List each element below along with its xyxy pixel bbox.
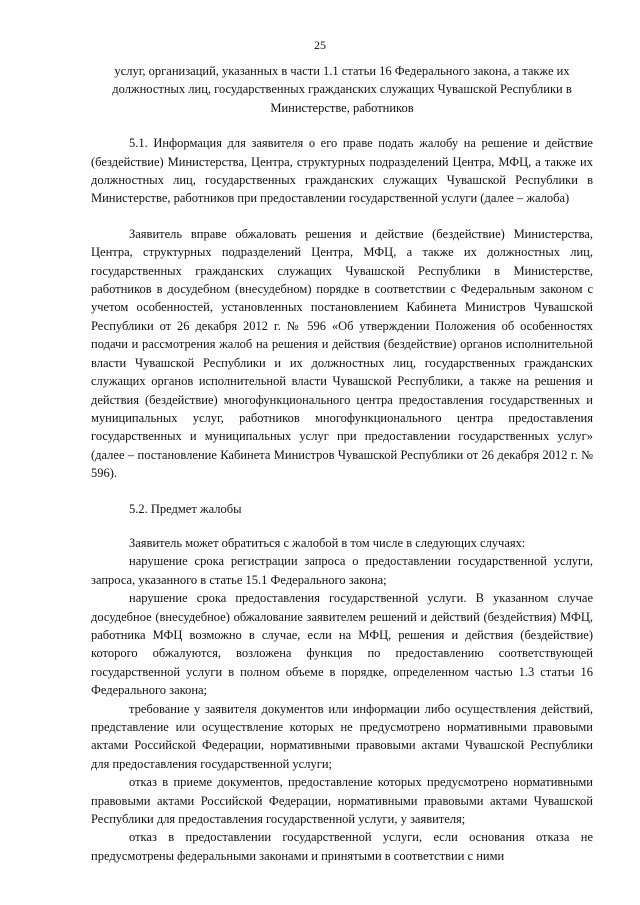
section-5-1-body: Заявитель вправе обжаловать решения и действие (бездействие) Министерства, Центра, структурных подразделений Центра, МФЦ, а также их должностных лиц, государственных гражданских служащих Чувашской Республики в Министерстве, работников в досудебном (внесудебном) порядке в соответствии с Федеральным законом с учетом особенностей, установленных постановлением Кабинета Министров Чувашской Республики от 26 декабря 2012 г. № 596 «Об утверждении Положения об особенностях подачи и рассмотрения жалоб на решения и действия (бездействие) органов исполнительной власти Чувашской Республики и их должностных лиц, государственных гражданских служащих органов исполнительной власти Чувашской Республики, а также на решения и действия (бездействие) многофункционального центра предоставления государственных и муниципальных услуг, работников многофункционального центра предоставления государственных и муниципальных услуг при предоставлении государственных услуг» (далее – постановление Кабинета Министров Чувашской Республики от 26 декабря 2012 г. № 596). xyxy=(91,226,593,481)
section-5-1-title: 5.1. Информация для заявителя о его праве подать жалобу на решение и действие (бездействие) Министерства, Центра, структурных подразделений Центра, МФЦ, а также их должностных лиц, государственных гражданских служащих Чувашской Республики в Министерстве, работников при предоставлении государственной услуги (далее – жалоба) xyxy=(91,136,593,206)
list-item: нарушение срока регистрации запроса о предоставлении государственной услуги, запроса, указанного в статье 15.1 Федерального закона; xyxy=(91,554,593,587)
page-number: 25 xyxy=(314,38,326,52)
section-heading: услуг, организаций, указанных в части 1.1 статьи 16 Федерального закона, а также их должностных лиц, государственных гражданских служащих Чувашской Республики в Министерстве, работников xyxy=(112,64,572,115)
list-item: отказ в предоставлении государственной услуги, если основания отказа не предусмотрены федеральными законами и принятыми в соответствии с ними xyxy=(91,830,593,863)
list-item: требование у заявителя документов или информации либо осуществления действий, представление или осуществление которых не предусмотрено нормативными правовыми актами Российской Федерации, нормативными правовыми актами Чувашской Республики для предоставления государственной услуги; xyxy=(91,701,593,771)
section-5-2-intro: Заявитель может обратиться с жалобой в том числе в следующих случаях: xyxy=(129,535,526,550)
section-5-2-title: 5.2. Предмет жалобы xyxy=(129,501,242,516)
list-item: нарушение срока предоставления государственной услуги. В указанном случае досудебное (внесудебное) обжалование заявителем решений и действий (бездействия) МФЦ, работника МФЦ возможно в случае, если на МФЦ, решения и действия (бездействие) которого обжалуются, возложена функция по предоставлению соответствующей государственной услуги в полном объеме в порядке, определенном частью 1.3 статьи 16 Федерального закона; xyxy=(91,591,593,698)
list-item: отказ в приеме документов, предоставление которых предусмотрено нормативными правовыми актами Российской Федерации, нормативными правовыми актами Чувашской Республики для предоставления государственной услуги, у заявителя; xyxy=(91,775,593,827)
document-body xyxy=(91,62,593,865)
